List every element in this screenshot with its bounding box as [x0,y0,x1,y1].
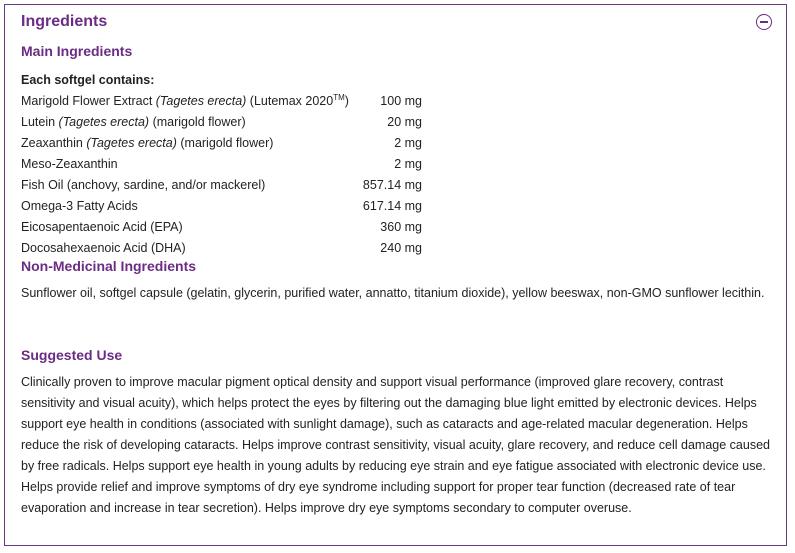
ingredient-row [21,174,422,195]
ingredient-name [21,237,349,258]
ingredient-row [21,237,422,258]
ingredient-name-pre: Omega-3 Fatty Acids [21,198,138,213]
ingredients-table [21,69,422,258]
ingredient-name [21,174,349,195]
ingredient-name-pre: Docosahexaenoic Acid (DHA) [21,240,186,255]
ingredient-name [21,195,349,216]
ingredient-name-pre: Fish Oil (anchovy, sardine, and/or mackerel) [21,177,266,192]
ingredient-name-italic: (Tagetes erecta) [86,135,177,150]
ingredient-amount: 240 mg [380,240,422,255]
ingredient-name-italic: (Tagetes erecta) [155,94,247,109]
ingredient-name-pre: Eicosapentaenoic Acid (EPA) [21,219,183,234]
ingredient-amount: 2 mg [394,156,422,171]
ingredient-name-post2: ) [344,94,349,109]
ingredient-amount: 617.14 mg [362,198,422,213]
ingredient-row [21,132,422,153]
ingredient-row [21,216,422,237]
ingredient-name-pre: Zeaxanthin [21,135,87,150]
ingredient-name [21,216,349,237]
ingredient-amount: 2 mg [394,135,422,150]
ingredient-name [21,153,349,174]
ingredient-row [21,153,422,174]
ingredient-amount: 857.14 mg [362,177,422,192]
ingredient-name-italic: (Tagetes erecta) [58,114,150,129]
ingredient-amount: 360 mg [380,219,422,234]
non-medicinal-heading: Non-Medicinal Ingredients [21,258,197,274]
ingredient-row [21,195,422,216]
ingredient-name-post: (marigold flower) [176,135,274,150]
ingredient-name [21,132,349,153]
suggested-use-text: Clinically proven to improve macular pigment optical density and support visual performance (improved glare recovery, contrast sensitivity and visual acuity), which helps protect the eyes by filtering out the damaging blue light emitted by electronic devices. Helps support eye health in conditions (associated with sunlight damage), such as cataracts and age-related macular degeneration. Helps reduce the risk of developing cataracts. Helps improve contrast sensitivity, visual acuity, glare recovery, and reduce cell damage caused by free radicals. Helps support eye health in young adults by reducing eye strain and eye fatigue associated with electronic device use. Helps provide relief and improve symptoms of dry eye syndrome including support for proper tear function (decreased rate of tear evaporation and increase in tear secretion). Helps improve dry eye symptoms secondary to computer overuse. [21,375,770,515]
softgel-intro: Each softgel contains: [21,72,155,87]
ingredient-name-sup: TM [333,92,345,102]
ingredient-name [21,90,349,111]
ingredient-name [21,111,349,132]
ingredient-row [21,90,422,111]
ingredient-name-post: (Lutemax 2020 [246,94,334,109]
suggested-use-heading: Suggested Use [21,347,123,363]
ingredient-name-pre: Lutein [21,114,59,129]
panel-title[interactable]: Ingredients [21,13,108,30]
non-medicinal-text: Sunflower oil, softgel capsule (gelatin, glycerin, purified water, annatto, titanium dioxide), yellow beeswax, non-GMO sunflower lecithin. [21,286,765,300]
main-ingredients-heading: Main Ingredients [21,43,133,59]
ingredient-name-pre: Meso-Zeaxanthin [21,156,118,171]
ingredient-amount: 100 mg [380,93,422,108]
ingredient-row [21,111,422,132]
ingredient-name-pre: Marigold Flower Extract [21,94,156,109]
ingredient-amount: 20 mg [387,114,422,129]
minus-circle-icon[interactable] [756,14,772,30]
ingredient-name-post: (marigold flower) [149,114,246,129]
ingredients-panel [4,4,787,546]
